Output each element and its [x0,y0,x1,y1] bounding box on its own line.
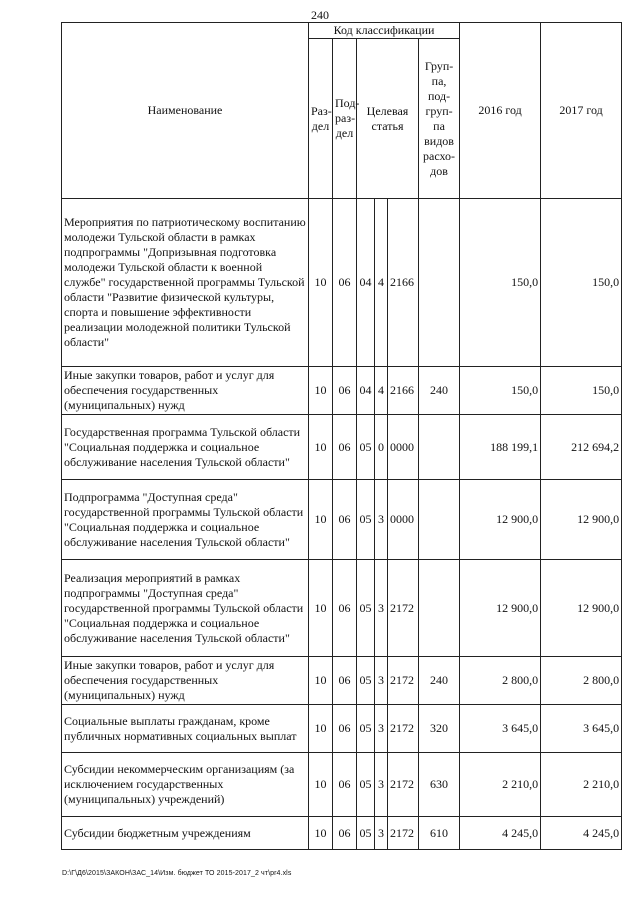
header-2017: 2017 год [541,23,622,199]
row-section: 10 [309,817,333,850]
table-row [62,705,622,753]
row-name: Реализация мероприятий в рамках подпрограммы "Доступная среда" государственной программы Тульской области "Социальная поддержка и социальное обслуживание населения Тульской области" [62,560,309,657]
row-expense-group: 240 [419,367,460,415]
row-target-program: 05 [357,753,375,817]
table-row [62,415,622,480]
row-target-direction: 2172 [388,657,419,705]
row-name: Иные закупки товаров, работ и услуг для обеспечения государственных (муниципальных) нужд [62,657,309,705]
row-section: 10 [309,753,333,817]
row-target-program: 05 [357,657,375,705]
row-target-program: 05 [357,560,375,657]
header-2016: 2016 год [460,23,541,199]
row-section: 10 [309,560,333,657]
row-target-direction: 0000 [388,480,419,560]
row-subsection: 06 [333,367,357,415]
row-amount-2016: 12 900,0 [460,560,541,657]
row-amount-2017: 2 800,0 [541,657,622,705]
row-name: Субсидии некоммерческим организациям (за исключением государственных (муниципальных) учреждений) [62,753,309,817]
row-expense-group: 240 [419,657,460,705]
table-row [62,367,622,415]
header-name: Наименование [62,23,309,199]
row-target-program: 05 [357,817,375,850]
row-amount-2017: 150,0 [541,199,622,367]
row-amount-2016: 3 645,0 [460,705,541,753]
table-row [62,560,622,657]
row-expense-group [419,199,460,367]
header-target-article: Целевая статья [357,39,419,199]
row-target-program: 05 [357,480,375,560]
row-amount-2017: 2 210,0 [541,753,622,817]
row-section: 10 [309,657,333,705]
row-expense-group [419,560,460,657]
row-target-subprogram: 0 [375,415,388,480]
table-row [62,657,622,705]
row-target-program: 04 [357,199,375,367]
row-name: Социальные выплаты гражданам, кроме публичных нормативных социальных выплат [62,705,309,753]
header-expense-group: Груп- па, под- груп- па видов расхо- дов [419,39,460,199]
row-target-direction: 0000 [388,415,419,480]
row-target-direction: 2172 [388,753,419,817]
row-amount-2016: 2 800,0 [460,657,541,705]
file-path-footer: D:\Г\Д6\2015\ЗАКОН\ЗАС_14\Изм. бюджет ТО 2015-2017_2 чт\pr4.xls [62,870,292,877]
row-target-program: 05 [357,705,375,753]
row-section: 10 [309,480,333,560]
row-name: Государственная программа Тульской области "Социальная поддержка и социальное обслуживание населения Тульской области" [62,415,309,480]
row-section: 10 [309,415,333,480]
table-row [62,480,622,560]
header-classification-code: Код классификации [309,23,460,39]
row-amount-2017: 3 645,0 [541,705,622,753]
row-target-direction: 2166 [388,367,419,415]
row-expense-group [419,480,460,560]
row-target-direction: 2172 [388,560,419,657]
row-target-direction: 2172 [388,817,419,850]
row-section: 10 [309,199,333,367]
row-expense-group: 630 [419,753,460,817]
table-row [62,817,622,850]
row-subsection: 06 [333,480,357,560]
row-target-subprogram: 4 [375,199,388,367]
row-amount-2016: 2 210,0 [460,753,541,817]
row-expense-group: 320 [419,705,460,753]
row-name: Иные закупки товаров, работ и услуг для обеспечения государственных (муниципальных) нужд [62,367,309,415]
row-target-subprogram: 3 [375,817,388,850]
header-subsection: Под- раз- дел [333,39,357,199]
header-section: Раз- дел [309,39,333,199]
row-subsection: 06 [333,560,357,657]
row-target-direction: 2172 [388,705,419,753]
page-number: 240 [311,8,329,22]
row-expense-group: 610 [419,817,460,850]
table-row [62,199,622,367]
row-target-program: 04 [357,367,375,415]
row-subsection: 06 [333,415,357,480]
row-amount-2016: 188 199,1 [460,415,541,480]
row-target-subprogram: 3 [375,480,388,560]
row-subsection: 06 [333,753,357,817]
row-amount-2017: 12 900,0 [541,560,622,657]
row-amount-2017: 12 900,0 [541,480,622,560]
row-section: 10 [309,705,333,753]
row-target-subprogram: 4 [375,367,388,415]
table-row [62,753,622,817]
row-subsection: 06 [333,705,357,753]
row-amount-2016: 12 900,0 [460,480,541,560]
row-amount-2017: 150,0 [541,367,622,415]
row-target-subprogram: 3 [375,657,388,705]
row-amount-2016: 150,0 [460,367,541,415]
row-target-subprogram: 3 [375,705,388,753]
row-target-direction: 2166 [388,199,419,367]
row-subsection: 06 [333,657,357,705]
row-name: Мероприятия по патриотическому воспитанию молодежи Тульской области в рамках подпрограммы "Допризывная подготовка молодежи Тульской области к военной службе" государственной программы Тульской области "Развитие физической культуры, спорта и повышение эффективности реализации молодежной политики Тульской области" [62,199,309,367]
budget-table [61,22,622,850]
row-amount-2016: 4 245,0 [460,817,541,850]
row-expense-group [419,415,460,480]
row-amount-2017: 212 694,2 [541,415,622,480]
row-target-program: 05 [357,415,375,480]
row-name: Субсидии бюджетным учреждениям [62,817,309,850]
row-amount-2017: 4 245,0 [541,817,622,850]
row-section: 10 [309,367,333,415]
row-name: Подпрограмма "Доступная среда" государственной программы Тульской области "Социальная поддержка и социальное обслуживание населения Тульской области" [62,480,309,560]
row-target-subprogram: 3 [375,560,388,657]
row-subsection: 06 [333,199,357,367]
row-subsection: 06 [333,817,357,850]
row-amount-2016: 150,0 [460,199,541,367]
row-target-subprogram: 3 [375,753,388,817]
